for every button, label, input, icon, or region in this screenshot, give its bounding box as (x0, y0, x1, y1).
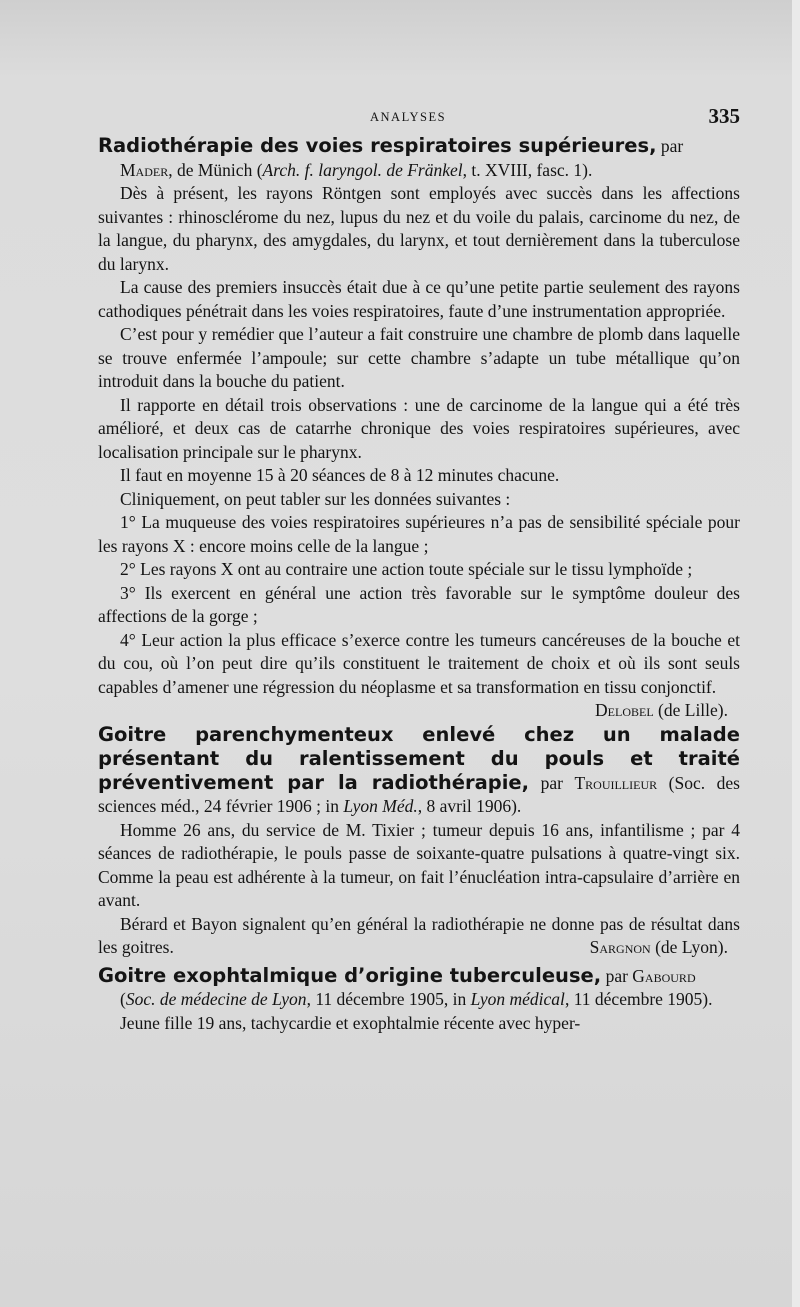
article-heading (98, 723, 740, 819)
paragraph: Cliniquement, on peut tabler sur les données suivantes : (120, 488, 511, 509)
paragraph: Homme 26 ans, du service de M. Tixier ; tumeur depuis 16 ans, infantilisme ; par 4 séances de radiothérapie, le pouls passe de soixante-quatre pulsations à quatre-vingt six. Comme la peau est adhérente à la tumeur, on fait l’énucléation intra-capsulaire d’arrière en avant. (98, 819, 740, 910)
paragraph: La cause des premiers insuccès était due à ce qu’une petite partie seulement des rayons cathodiques pénétrait dans les voies respiratoires, faute d’une instrumentation appropriée. (98, 277, 740, 321)
signature-place: (de Lyon). (650, 937, 728, 957)
journal-date: , 8 avril 1906). (417, 796, 522, 816)
paragraph: C’est pour y remédier que l’auteur a fait construire une chambre de plomb dans laquelle se trouve enfermée l’ampoule; sur cette chambre s’adapte un tube métallique qu’on introduit dans la bouche du patient. (98, 324, 740, 391)
signature (98, 699, 740, 723)
article-goitre-parenchymenteux (98, 723, 740, 960)
paragraph: Dès à présent, les rayons Röntgen sont employés avec succès dans les affections suivantes : rhinosclérome du nez, lupus du nez et du voile du palais, carcinome du nez, de la langue, du pharynx, des amygdales, du larynx, et tout dernièrement dans la tuberculose du larynx. (98, 183, 740, 274)
source-mid: , 11 décembre 1905, in (306, 989, 471, 1009)
journal-name: Arch. f. laryngol. de Fränkel (262, 159, 463, 180)
journal-name: Lyon médical (470, 989, 565, 1009)
author-name: Trouillieur (574, 772, 658, 793)
page-number: 335 (708, 104, 740, 128)
list-item: 1° La muqueuse des voies respiratoires supérieures n’a pas de sensibilité spéciale pour les rayons X : encore moins celle de la langue ; (98, 512, 740, 556)
paragraph: Il faut en moyenne 15 à 20 séances de 8 à 12 minutes chacune. (120, 465, 560, 485)
article-heading (98, 964, 740, 989)
article-title-text: Radiothérapie des voies respiratoires supérieures, (98, 134, 657, 157)
author-name: Mader (120, 159, 169, 180)
paragraph (98, 913, 740, 960)
paragraph-text: Bérard et Bayon signalent qu’en général la radiothérapie ne donne pas de résultat dans les goitres. (98, 913, 740, 957)
article-source (98, 988, 740, 1012)
article-byline (98, 159, 740, 183)
journal-date: , 11 décembre 1905). (564, 989, 713, 1009)
byline-rest: , de Münich ( (168, 159, 263, 180)
signature-name: Delobel (595, 700, 654, 720)
list-item: 4° Leur action la plus efficace s’exerce contre les tumeurs cancéreuses de la bouche et du cou, où l’on peut dire qu’ils constituent le traitement de choix et où ils sont seuls capables d’amener une régression du néoplasme et sa transformation en tissu conjonctif. (98, 629, 740, 697)
article-title-text: Goitre exophtalmique d’origine tuberculeuse, (98, 963, 602, 987)
page-header (98, 104, 740, 134)
paragraph: Il rapporte en détail trois observations : une de carcinome de la langue qui a été très amélioré, et deux cas de catarrhe chronique des voies respiratoires supérieures, avec localisation principale sur le pharynx. (98, 394, 740, 462)
signature (568, 936, 740, 960)
society-name: Soc. de médecine de Lyon (125, 989, 307, 1009)
journal-ref: , t. XVIII, fasc. 1). (462, 159, 593, 180)
article-radiotherapie (98, 134, 740, 723)
signature-name: Sargnon (589, 937, 651, 957)
signature-place: (de Lille). (653, 700, 728, 720)
byline-par: par (529, 772, 575, 793)
list-item: 3° Ils exercent en général une action très favorable sur le symptôme douleur des affections de la gorge ; (98, 582, 740, 626)
byline-par: par (656, 136, 684, 156)
source-text: (Soc. des sciences méd., 24 février 1906 ; in (98, 772, 740, 816)
paragraph: Jeune fille 19 ans, tachycardie et exophtalmie récente avec hyper- (120, 1012, 581, 1033)
article-title (98, 134, 740, 159)
running-title: ANALYSES (370, 110, 447, 124)
journal-name: Lyon Méd. (343, 796, 418, 816)
page-edge (792, 0, 800, 1307)
article-goitre-exophtalmique (98, 964, 740, 1036)
author-name: Gabourd (632, 965, 696, 986)
byline-par: par (601, 965, 633, 986)
page-content (98, 104, 740, 1035)
source-open: ( (120, 989, 126, 1009)
article-title-text: Goitre parenchymenteux enlevé chez un malade présentant du ralentissement du pouls et traité préventivement par la radiothérapie, (98, 722, 740, 794)
list-item: 2° Les rayons X ont au contraire une action toute spéciale sur le tissu lymphoïde ; (120, 559, 693, 579)
